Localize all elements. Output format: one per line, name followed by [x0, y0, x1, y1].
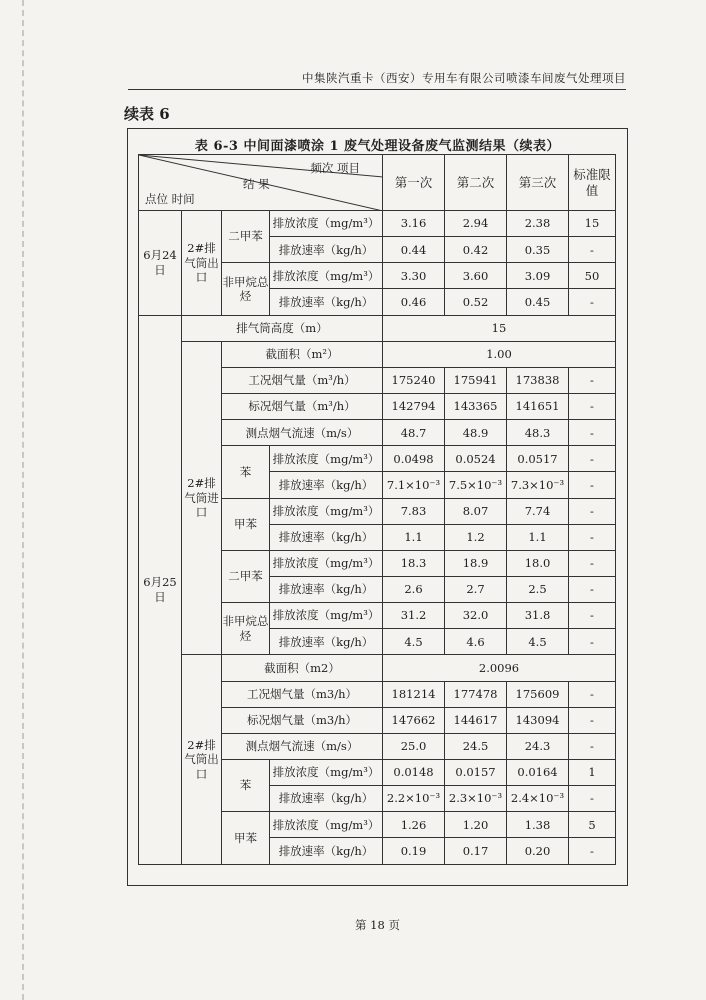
table-row: [139, 211, 616, 237]
item-label: 排放速率（kg/h）: [270, 629, 383, 655]
value-cell: 0.35: [507, 237, 569, 263]
value-cell: 0.0524: [445, 446, 507, 472]
pollutant-cell-xylene: 二甲苯: [222, 211, 270, 263]
value-cell: 4.5: [383, 629, 445, 655]
pollutant-cell-benzene: 苯: [222, 759, 270, 811]
value-cell: 3.16: [383, 211, 445, 237]
value-cell: 7.74: [507, 498, 569, 524]
value-cell: 177478: [445, 681, 507, 707]
value-cell: 0.42: [445, 237, 507, 263]
value-cell: 4.5: [507, 629, 569, 655]
binding-margin-line: [22, 0, 24, 1000]
pollutant-cell-nmhc: 非甲烷总烃: [222, 263, 270, 315]
item-label: 测点烟气流速（m/s）: [222, 733, 383, 759]
standard-cell: -: [569, 472, 616, 498]
value-cell: 0.0164: [507, 759, 569, 785]
standard-cell: -: [569, 733, 616, 759]
value-cell: 25.0: [383, 733, 445, 759]
value-cell: 1.38: [507, 812, 569, 838]
value-cell: 175941: [445, 367, 507, 393]
standard-cell: 50: [569, 263, 616, 289]
value-cell: 7.1×10⁻³: [383, 472, 445, 498]
table-row: [139, 341, 616, 367]
point-cell-outlet-0625: 2#排气筒出口: [182, 655, 222, 864]
value-cell: 175240: [383, 367, 445, 393]
value-cell: 7.5×10⁻³: [445, 472, 507, 498]
standard-cell: -: [569, 576, 616, 602]
item-label: 排放速率（kg/h）: [270, 237, 383, 263]
corner-label-result: 结 果: [243, 177, 270, 191]
value-cell: 141651: [507, 393, 569, 419]
value-cell: 2.6: [383, 576, 445, 602]
value-cell: 143094: [507, 707, 569, 733]
monitoring-table: [138, 154, 616, 865]
item-label: 工况烟气量（m3/h）: [222, 681, 383, 707]
value-cell: 18.3: [383, 550, 445, 576]
value-cell: 7.83: [383, 498, 445, 524]
value-cell: 143365: [445, 393, 507, 419]
item-label: 排放浓度（mg/m³）: [270, 812, 383, 838]
value-cell-stack-height: 15: [383, 315, 616, 341]
value-cell: 0.45: [507, 289, 569, 315]
value-cell: 0.0517: [507, 446, 569, 472]
table-row: [139, 315, 616, 341]
col-header-second: 第二次: [445, 155, 507, 211]
point-cell-outlet-0624: 2#排气筒出口: [182, 211, 222, 316]
pollutant-cell-toluene: 甲苯: [222, 812, 270, 864]
item-label: 排放浓度（mg/m³）: [270, 759, 383, 785]
value-cell: 0.17: [445, 838, 507, 864]
item-label: 标况烟气量（m³/h）: [222, 393, 383, 419]
item-label: 排放浓度（mg/m³）: [270, 263, 383, 289]
col-header-first: 第一次: [383, 155, 445, 211]
corner-label-frequency: 频次 项目: [310, 161, 360, 175]
value-cell: 48.3: [507, 420, 569, 446]
value-cell: 2.7: [445, 576, 507, 602]
value-cell: 173838: [507, 367, 569, 393]
date-cell-0625: 6月25日: [139, 315, 182, 864]
standard-cell: 15: [569, 211, 616, 237]
value-cell: 2.3×10⁻³: [445, 786, 507, 812]
value-cell: 1.1: [507, 524, 569, 550]
item-label: 排放浓度（mg/m³）: [270, 211, 383, 237]
value-cell: 0.0148: [383, 759, 445, 785]
value-cell: 2.2×10⁻³: [383, 786, 445, 812]
item-label-area: 截面积（m²）: [222, 341, 383, 367]
standard-cell: -: [569, 237, 616, 263]
value-cell: 2.38: [507, 211, 569, 237]
item-label: 排放速率（kg/h）: [270, 786, 383, 812]
value-cell-area: 1.00: [383, 341, 616, 367]
value-cell: 0.44: [383, 237, 445, 263]
standard-cell: -: [569, 289, 616, 315]
table-row: [139, 655, 616, 681]
value-cell: 0.52: [445, 289, 507, 315]
standard-cell: -: [569, 420, 616, 446]
standard-cell: -: [569, 550, 616, 576]
value-cell: 142794: [383, 393, 445, 419]
standard-cell: -: [569, 603, 616, 629]
point-cell-inlet: 2#排气筒进口: [182, 341, 222, 655]
value-cell: 7.3×10⁻³: [507, 472, 569, 498]
date-cell-0624: 6月24日: [139, 211, 182, 316]
item-label: 标况烟气量（m3/h）: [222, 707, 383, 733]
value-cell: 1.26: [383, 812, 445, 838]
item-label: 排放速率（kg/h）: [270, 576, 383, 602]
standard-cell: 5: [569, 812, 616, 838]
item-label: 排放速率（kg/h）: [270, 524, 383, 550]
value-cell: 1.20: [445, 812, 507, 838]
col-header-standard: 标准限值: [569, 155, 616, 211]
standard-cell: -: [569, 629, 616, 655]
item-label: 排放速率（kg/h）: [270, 838, 383, 864]
value-cell: 175609: [507, 681, 569, 707]
col-header-third: 第三次: [507, 155, 569, 211]
item-label: 排放速率（kg/h）: [270, 472, 383, 498]
value-cell: 144617: [445, 707, 507, 733]
value-cell: 3.09: [507, 263, 569, 289]
item-label-area: 截面积（m2）: [222, 655, 383, 681]
pollutant-cell-toluene: 甲苯: [222, 498, 270, 550]
standard-cell: -: [569, 838, 616, 864]
standard-cell: -: [569, 367, 616, 393]
standard-cell: -: [569, 707, 616, 733]
value-cell: 0.0498: [383, 446, 445, 472]
value-cell: 2.4×10⁻³: [507, 786, 569, 812]
item-label: 排放浓度（mg/m³）: [270, 498, 383, 524]
pollutant-cell-benzene: 苯: [222, 446, 270, 498]
value-cell: 8.07: [445, 498, 507, 524]
value-cell: 24.3: [507, 733, 569, 759]
value-cell: 31.8: [507, 603, 569, 629]
value-cell: 1.1: [383, 524, 445, 550]
value-cell: 3.60: [445, 263, 507, 289]
item-label: 排放浓度（mg/m³）: [270, 446, 383, 472]
section-label: 续表 6: [124, 105, 170, 123]
item-label: 排放浓度（mg/m³）: [270, 603, 383, 629]
value-cell: 2.94: [445, 211, 507, 237]
value-cell: 0.46: [383, 289, 445, 315]
standard-cell: -: [569, 498, 616, 524]
item-label-stack-height: 排气筒高度（m）: [182, 315, 383, 341]
table-title: 表 6-3 中间面漆喷涂 1 废气处理设备废气监测结果（续表）: [194, 139, 561, 154]
running-header: 中集陕汽重卡（西安）专用车有限公司喷漆车间废气处理项目: [128, 70, 626, 90]
item-label: 测点烟气流速（m/s）: [222, 420, 383, 446]
value-cell: 32.0: [445, 603, 507, 629]
value-cell: 2.5: [507, 576, 569, 602]
standard-cell: -: [569, 786, 616, 812]
standard-cell: -: [569, 446, 616, 472]
standard-cell: -: [569, 681, 616, 707]
standard-cell: -: [569, 524, 616, 550]
corner-header-cell: [139, 155, 383, 211]
item-label: 排放速率（kg/h）: [270, 289, 383, 315]
value-cell: 0.19: [383, 838, 445, 864]
corner-label-point-time: 点位 时间: [145, 192, 195, 206]
page-number: 第 18 页: [355, 918, 400, 932]
pollutant-cell-nmhc: 非甲烷总烃: [222, 603, 270, 655]
value-cell: 31.2: [383, 603, 445, 629]
value-cell: 48.9: [445, 420, 507, 446]
value-cell: 181214: [383, 681, 445, 707]
value-cell-area: 2.0096: [383, 655, 616, 681]
value-cell: 1.2: [445, 524, 507, 550]
value-cell: 0.20: [507, 838, 569, 864]
value-cell: 3.30: [383, 263, 445, 289]
value-cell: 0.0157: [445, 759, 507, 785]
item-label: 工况烟气量（m³/h）: [222, 367, 383, 393]
header-row: [139, 155, 616, 211]
standard-cell: 1: [569, 759, 616, 785]
value-cell: 4.6: [445, 629, 507, 655]
value-cell: 18.9: [445, 550, 507, 576]
standard-cell: -: [569, 393, 616, 419]
value-cell: 24.5: [445, 733, 507, 759]
value-cell: 48.7: [383, 420, 445, 446]
value-cell: 147662: [383, 707, 445, 733]
pollutant-cell-xylene: 二甲苯: [222, 550, 270, 602]
value-cell: 18.0: [507, 550, 569, 576]
item-label: 排放浓度（mg/m³）: [270, 550, 383, 576]
